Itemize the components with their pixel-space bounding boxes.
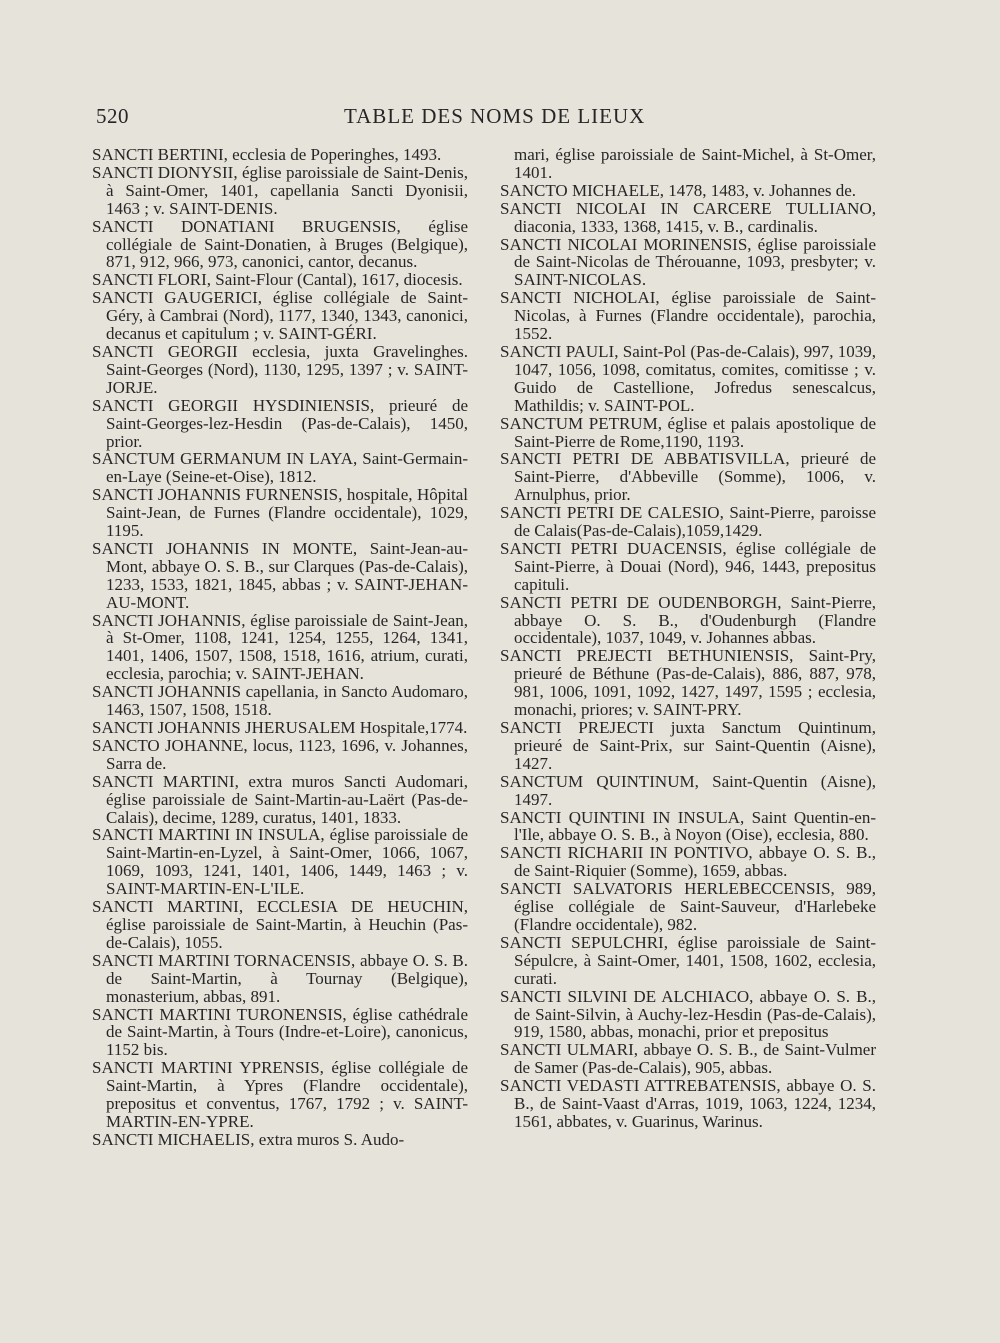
index-entry: SANCTI SEPULCHRI, église paroissiale de Saint-Sépulcre, à Saint-Omer, 1401, 1508, 1602, ecclesia, curati. <box>500 932 876 988</box>
page-number: 520 <box>96 104 129 128</box>
index-entry: SANCTI GAUGERICI, église collégiale de Saint-Géry, à Cambrai (Nord), 1177, 1340, 1343, canonici, decanus et capitulum ; v. SAINT-GÉRI. <box>92 288 468 344</box>
index-entry: SANCTI PAULI, Saint-Pol (Pas-de-Calais), 997, 1039, 1047, 1056, 1098, comitatus, comites, comitisse ; v. Guido de Castellione, Jofredus senescalcus, Mathildis; v. SAINT-POL. <box>500 341 876 415</box>
index-entry: SANCTI JOHANNIS FURNENSIS, hospitale, Hôpital Saint-Jean, de Furnes (Flandre occidentale), 1029, 1195. <box>92 485 468 541</box>
page-header <box>96 104 928 132</box>
index-entry: SANCTI DIONYSII, église paroissiale de Saint-Denis, à Saint-Omer, 1401, capellania Sancti Dyonisii, 1463 ; v. SAINT-DENIS. <box>92 162 468 218</box>
index-entry: SANCTI SALVATORIS HERLEBECCENSIS, 989, église collégiale de Saint-Sauveur, d'Harlebeke (Flandre occidentale), 982. <box>500 879 876 934</box>
page-title: TABLE DES NOMS DE LIEUX <box>344 104 646 128</box>
index-entry: SANCTI MARTINI YPRENSIS, église collégiale de Saint-Martin, à Ypres (Flandre occidentale), prepositus et conventus, 1767, 1792 ; v. SAINT-MARTIN-EN-YPRE. <box>92 1058 468 1131</box>
index-entry: SANCTI PETRI DE CALESIO, Saint-Pierre, paroisse de Calais(Pas-de-Calais),1059,1429. <box>500 503 876 541</box>
index-entry: SANCTI NICOLAI IN CARCERE TULLIANO, diaconia, 1333, 1368, 1415, v. B., cardinalis. <box>500 198 876 236</box>
index-entry: SANCTI QUINTINI IN INSULA, Saint Quentin-en-l'Ile, abbaye O. S. B., à Noyon (Oise), ecclesia, 880. <box>500 807 876 845</box>
index-entry: SANCTI PETRI DE ABBATISVILLA, prieuré de Saint-Pierre, d'Abbeville (Somme), 1006, v. Arnulphus, prior. <box>500 449 876 505</box>
index-entry: SANCTI FLORI, Saint-Flour (Cantal), 1617, diocesis. <box>92 270 463 290</box>
index-entry: SANCTI MICHAELIS, extra muros S. Audo- <box>92 1129 405 1149</box>
index-entry: SANCTI JOHANNIS JHERUSALEM Hospitale,1774. <box>92 718 468 737</box>
index-entry: SANCTI SILVINI DE ALCHIACO, abbaye O. S. B., de Saint-Silvin, à Auchy-lez-Hesdin (Pas-de-Calais), 919, 1580, abbas, monachi, prior et prepositus <box>500 986 876 1042</box>
index-entry: SANCTO JOHANNE, locus, 1123, 1696, v. Johannes, Sarra de. <box>92 735 468 773</box>
index-entry: SANCTI MARTINI, ECCLESIA DE HEUCHIN, église paroissiale de Saint-Martin, à Heuchin (Pas-de-Calais), 1055. <box>92 897 468 952</box>
index-entry: SANCTI ULMARI, abbaye O. S. B., de Saint-Vulmer de Samer (Pas-de-Calais), 905, abbas. <box>500 1040 876 1078</box>
index-entry: SANCTI PREJECTI BETHUNIENSIS, Saint-Pry, prieuré de Béthune (Pas-de-Calais), 886, 887, 978, 981, 1006, 1091, 1092, 1427, 1497, 1595 ; ecclesia, monachi, priores; v. SAINT-PRY. <box>500 646 876 720</box>
index-entry: SANCTI NICOLAI MORINENSIS, église paroissiale de Saint-Nicolas de Thérouanne, 1093, presbyter; v. SAINT-NICOLAS. <box>500 234 876 290</box>
index-entry: SANCTI PETRI DUACENSIS, église collégiale de Saint-Pierre, à Douai (Nord), 946, 1443, prepositus capituli. <box>500 538 876 594</box>
index-entry-continuation: mari, église paroissiale de Saint-Michel, à St-Omer, 1401. <box>514 145 876 182</box>
index-entry: SANCTI DONATIANI BRUGENSIS, église collégiale de Saint-Donatien, à Bruges (Belgique), 871, 912, 966, 973, canonici, cantor, decanus. <box>92 216 468 272</box>
index-entry: SANCTI JOHANNIS IN MONTE, Saint-Jean-au-Mont, abbaye O. S. B., sur Clarques (Pas-de-Calais), 1233, 1533, 1821, 1845, abbas ; v. SAINT-JEHAN-AU-MONT. <box>92 538 468 612</box>
index-entry: SANCTI NICHOLAI, église paroissiale de Saint-Nicolas, à Furnes (Flandre occidentale), parochia, 1552. <box>500 288 876 344</box>
index-entry: SANCTI MARTINI TORNACENSIS, abbaye O. S. B. de Saint-Martin, à Tournay (Belgique), monasterium, abbas, 891. <box>92 950 468 1006</box>
left-column <box>92 146 468 1149</box>
index-entry: SANCTI MARTINI TURONENSIS, église cathédrale de Saint-Martin, à Tours (Indre-et-Loire), canonicus, 1152 bis. <box>92 1004 468 1060</box>
index-entry: SANCTI PREJECTI juxta Sanctum Quintinum, prieuré de Saint-Prix, sur Saint-Quentin (Aisne), 1427. <box>500 718 876 773</box>
index-entry: SANCTI BERTINI, ecclesia de Poperinghes, 1493. <box>92 145 442 164</box>
index-entry: SANCTI MARTINI IN INSULA, église paroissiale de Saint-Martin-en-Lyzel, à Saint-Omer, 1066, 1067, 1069, 1093, 1241, 1401, 1406, 1449, 1463 ; v. SAINT-MARTIN-EN-L'ILE. <box>92 825 468 899</box>
index-entry: SANCTUM QUINTINUM, Saint-Quentin (Aisne), 1497. <box>500 771 876 809</box>
index-entry: SANCTI GEORGII HYSDINIENSIS, prieuré de Saint-Georges-lez-Hesdin (Pas-de-Calais), 1450, prior. <box>92 395 468 451</box>
index-entry: SANCTI PETRI DE OUDENBORGH, Saint-Pierre, abbaye O. S. B., d'Oudenburgh (Flandre occidentale), 1037, 1049, v. Johannes abbas. <box>500 592 876 648</box>
index-entry: SANCTI JOHANNIS, église paroissiale de Saint-Jean, à St-Omer, 1108, 1241, 1254, 1255, 1264, 1341, 1401, 1406, 1507, 1508, 1518, 1616, atrium, curati, ecclesia, parochia; v. SAINT-JEHAN. <box>92 610 468 684</box>
index-entry: SANCTI MARTINI, extra muros Sancti Audomari, église paroissiale de Saint-Martin-au-Laërt (Pas-de-Calais), decime, 1289, curatus, 1401, 1833. <box>92 771 468 827</box>
right-column <box>500 146 876 1131</box>
index-entry: SANCTI RICHARII IN PONTIVO, abbaye O. S. B., de Saint-Riquier (Somme), 1659, abbas. <box>500 843 876 881</box>
index-entry: SANCTUM PETRUM, église et palais apostolique de Saint-Pierre de Rome,1190, 1193. <box>500 413 876 451</box>
index-entry: SANCTI JOHANNIS capellania, in Sancto Audomaro, 1463, 1507, 1508, 1518. <box>92 682 468 720</box>
index-entry: SANCTI GEORGII ecclesia, juxta Gravelinghes. Saint-Georges (Nord), 1130, 1295, 1397 ; v. SAINT-JORJE. <box>92 341 468 397</box>
index-entry: SANCTO MICHAELE, 1478, 1483, v. Johannes de. <box>500 180 857 200</box>
index-entry: SANCTUM GERMANUM IN LAYA, Saint-Germain-en-Laye (Seine-et-Oise), 1812. <box>92 449 468 487</box>
index-entry: SANCTI VEDASTI ATTREBATENSIS, abbaye O. S. B., de Saint-Vaast d'Arras, 1019, 1063, 1224, 1234, 1561, abbates, v. Guarinus, Warinus. <box>500 1076 876 1131</box>
